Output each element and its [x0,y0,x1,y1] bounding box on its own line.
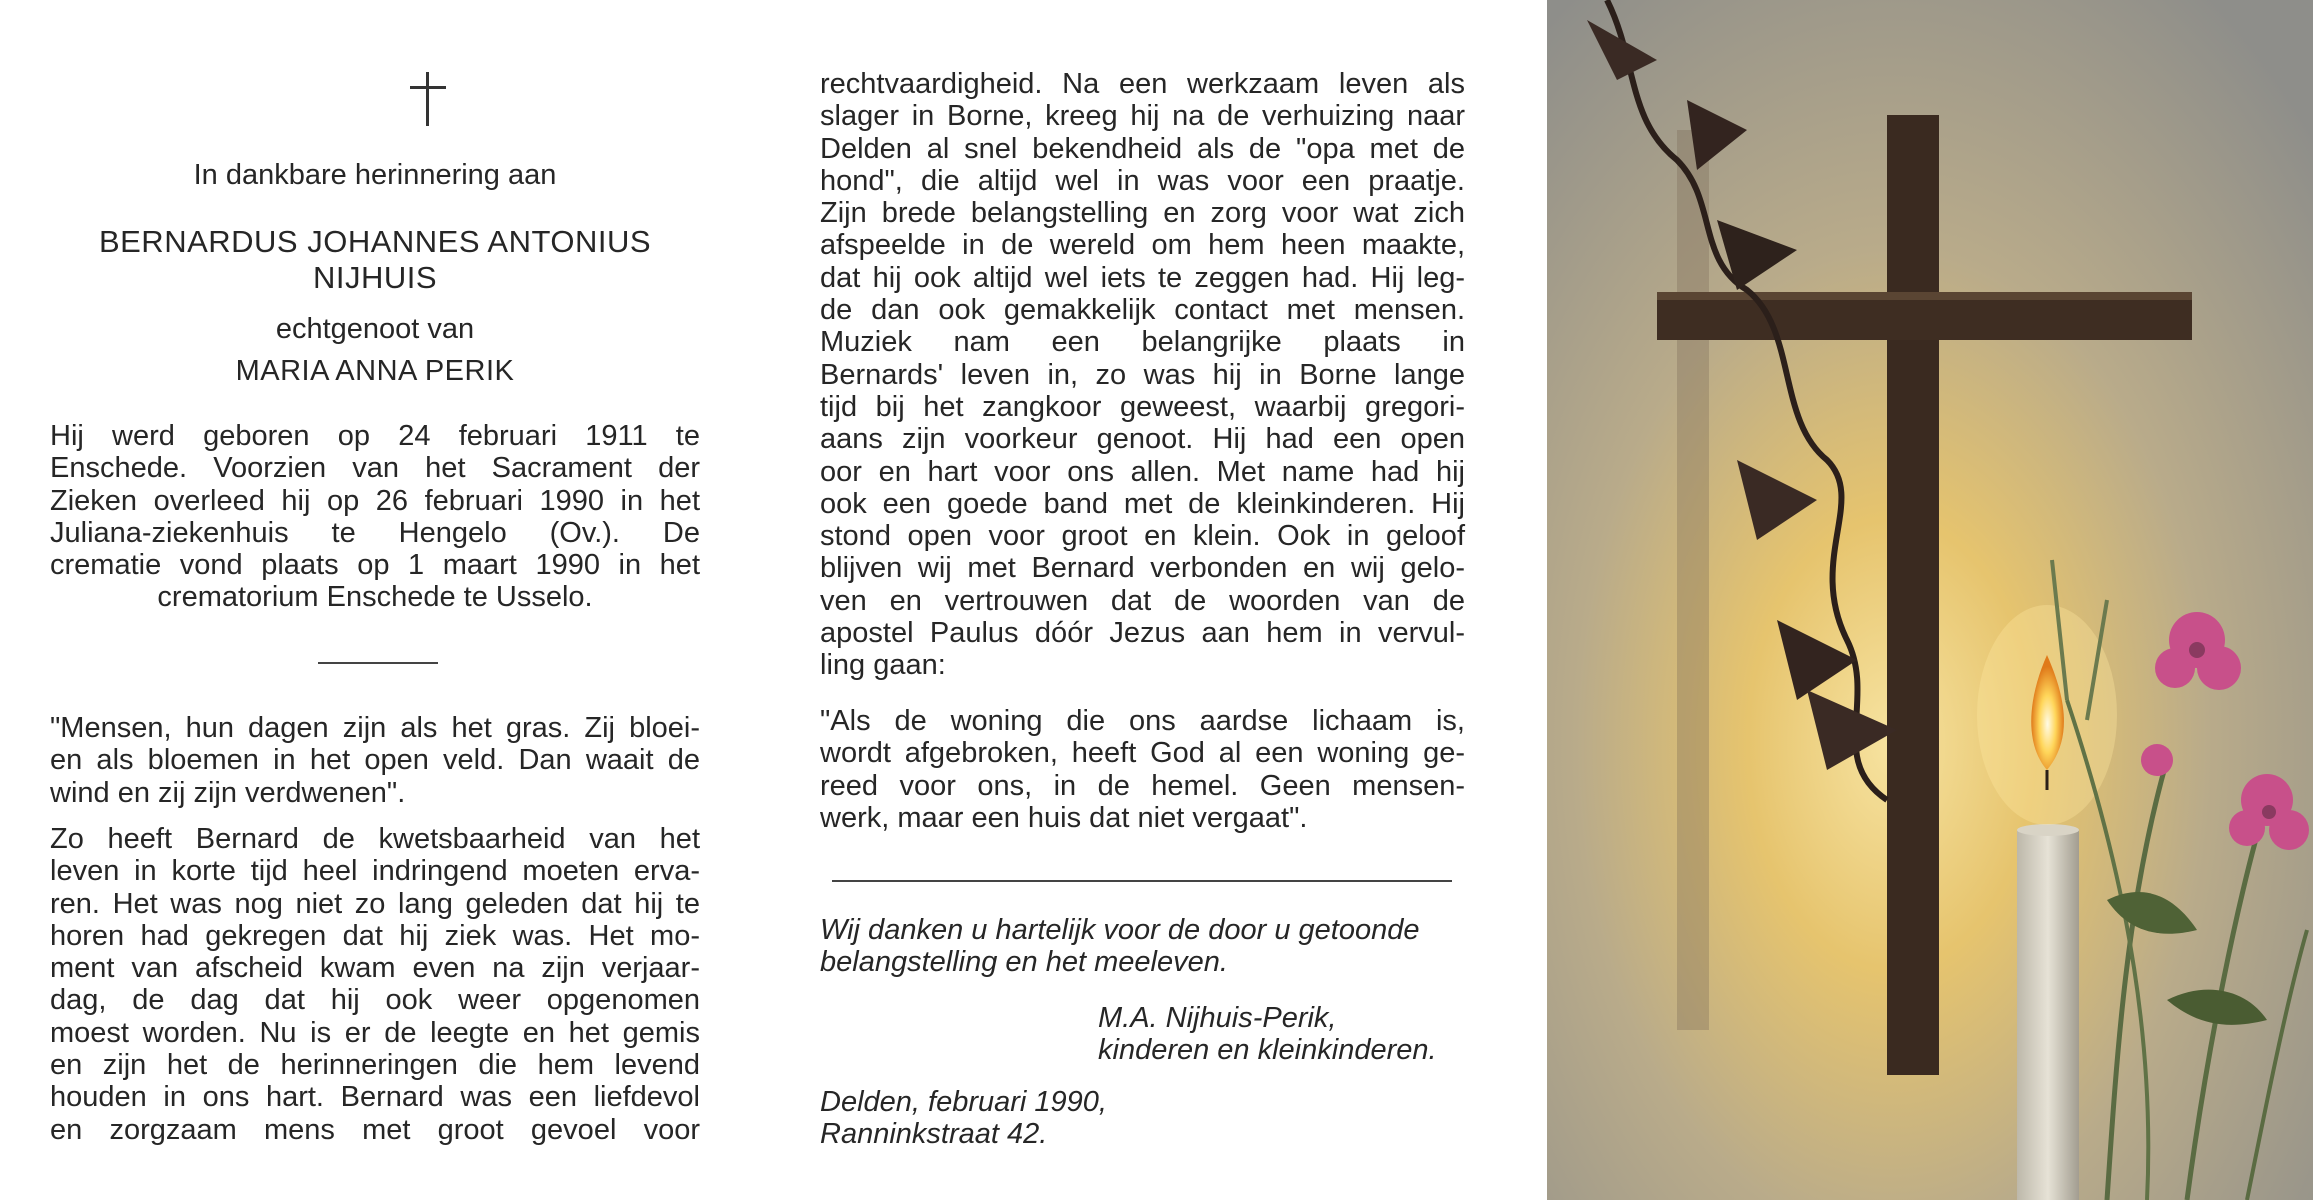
text-line: dat hij ook altijd wel iets te zeggen had. Hij leg- [820,261,1465,294]
text-line: Zieken overleed hij op 26 februari 1990 in het [50,484,700,517]
text-line: en als bloemen in het open veld. Dan waait de [50,744,700,777]
text-line: Delden al snel bekendheid als de "opa met de [820,132,1465,165]
memorial-photo [1547,0,2313,1200]
spouse-label: echtgenoot van [275,313,475,345]
signature [1098,1002,1478,1067]
text-line: horen had gekregen dat hij ziek was. Het mo- [50,919,700,952]
name-line-1: BERNARDUS JOHANNES ANTONIUS [98,224,652,259]
text-line: apostel Paulus dóór Jezus aan hem in vervul- [820,617,1465,650]
text-line: houden in ons hart. Bernard was een liefdevol [50,1081,700,1114]
text-line: belangstelling en het meeleven. [820,946,1228,979]
text-line: aans zijn voorkeur genoot. Hij had een open [820,423,1465,456]
text-line: Juliana-ziekenhuis te Hengelo (Ov.). De [50,516,700,549]
text-line: afspeelde in de wereld om hem heen maakte, [820,229,1465,262]
continued-paragraph [820,68,1465,682]
text-line: wordt afgebroken, heeft God al een woning ge- [820,737,1465,770]
text-line: ook een goede band met de kleinkinderen. Hij [820,487,1465,520]
birth-paragraph [50,420,700,614]
text-line: ment van afscheid kwam even na zijn verjaar- [50,952,700,985]
text-line: Hij werd geboren op 24 februari 1911 te [50,420,700,452]
cross-icon [410,72,446,126]
intro-text: In dankbare herinnering aan [193,159,557,191]
text-line: leven in korte tijd heel indringend moeten erva- [50,855,700,888]
text-line: "Mensen, hun dagen zijn als het gras. Zij bloei- [50,712,700,744]
text-line: kinderen en kleinkinderen. [1098,1034,1437,1067]
text-line: tijd bij het zangkoor geweest, waarbij gregori- [820,390,1465,423]
text-line: blijven wij met Bernard verbonden en wij gelo- [820,552,1465,585]
text-line: ven en vertrouwen dat de woorden van de [820,584,1465,617]
text-line: Bernards' leven in, zo was hij in Borne lange [820,358,1465,391]
divider [318,662,438,664]
text-line: Muziek nam een belangrijke plaats in [820,326,1465,359]
deceased-name [50,224,700,296]
body-paragraph [50,823,700,1146]
text-line: ren. Het was nog niet zo lang geleden dat hij te [50,887,700,920]
text-line: wind en zij zijn verdwenen". [50,776,406,809]
place-date [820,1086,1320,1151]
text-line: Ranninkstraat 42. [820,1118,1048,1151]
text-line: M.A. Nijhuis-Perik, [1098,1002,1337,1034]
text-line: de dan ook gemakkelijk contact met mensen. [820,294,1465,327]
text-line: oor en hart voor ons allen. Met name had hij [820,455,1465,488]
name-line-2: NIJHUIS [312,260,438,295]
divider [832,880,1452,882]
thanks-text [820,914,1465,979]
text-line: reed voor ons, in de hemel. Geen mensen- [820,769,1465,802]
text-line: Delden, februari 1990, [820,1086,1107,1118]
scripture-quote [820,705,1465,834]
text-line: moest worden. Nu is er de leegte en het gemis [50,1016,700,1049]
text-line: slager in Borne, kreeg hij na de verhuizing naar [820,100,1465,133]
text-line: ling gaan: [820,649,946,682]
text-line: stond open voor groot en klein. Ook in geloof [820,520,1465,553]
text-line: Zo heeft Bernard de kwetsbaarheid van het [50,823,700,855]
text-line: Zijn brede belangstelling en zorg voor wat zich [820,197,1465,230]
text-line: dag, de dag dat hij ook weer opgenomen [50,984,700,1017]
text-line: crematie vond plaats op 1 maart 1990 in het [50,549,700,582]
text-line: crematorium Enschede te Usselo. [157,581,593,614]
text-line: en zorgzaam mens met groot gevoel voor [50,1113,700,1146]
text-line: rechtvaardigheid. Na een werkzaam leven als [820,68,1465,100]
text-line: hond", die altijd wel in was voor een praatje. [820,164,1465,197]
cross-with-candle-and-flowers-icon [1547,0,2313,1200]
text-line: Enschede. Voorzien van het Sacrament der [50,452,700,485]
text-line: en zijn het de herinneringen die hem levend [50,1049,700,1082]
text-line: Wij danken u hartelijk voor de door u getoonde [820,914,1420,946]
spouse-name: MARIA ANNA PERIK [235,355,515,387]
quote-paragraph [50,712,700,809]
text-line: "Als de woning die ons aardse lichaam is, [820,705,1465,737]
text-line: werk, maar een huis dat niet vergaat". [820,801,1308,834]
